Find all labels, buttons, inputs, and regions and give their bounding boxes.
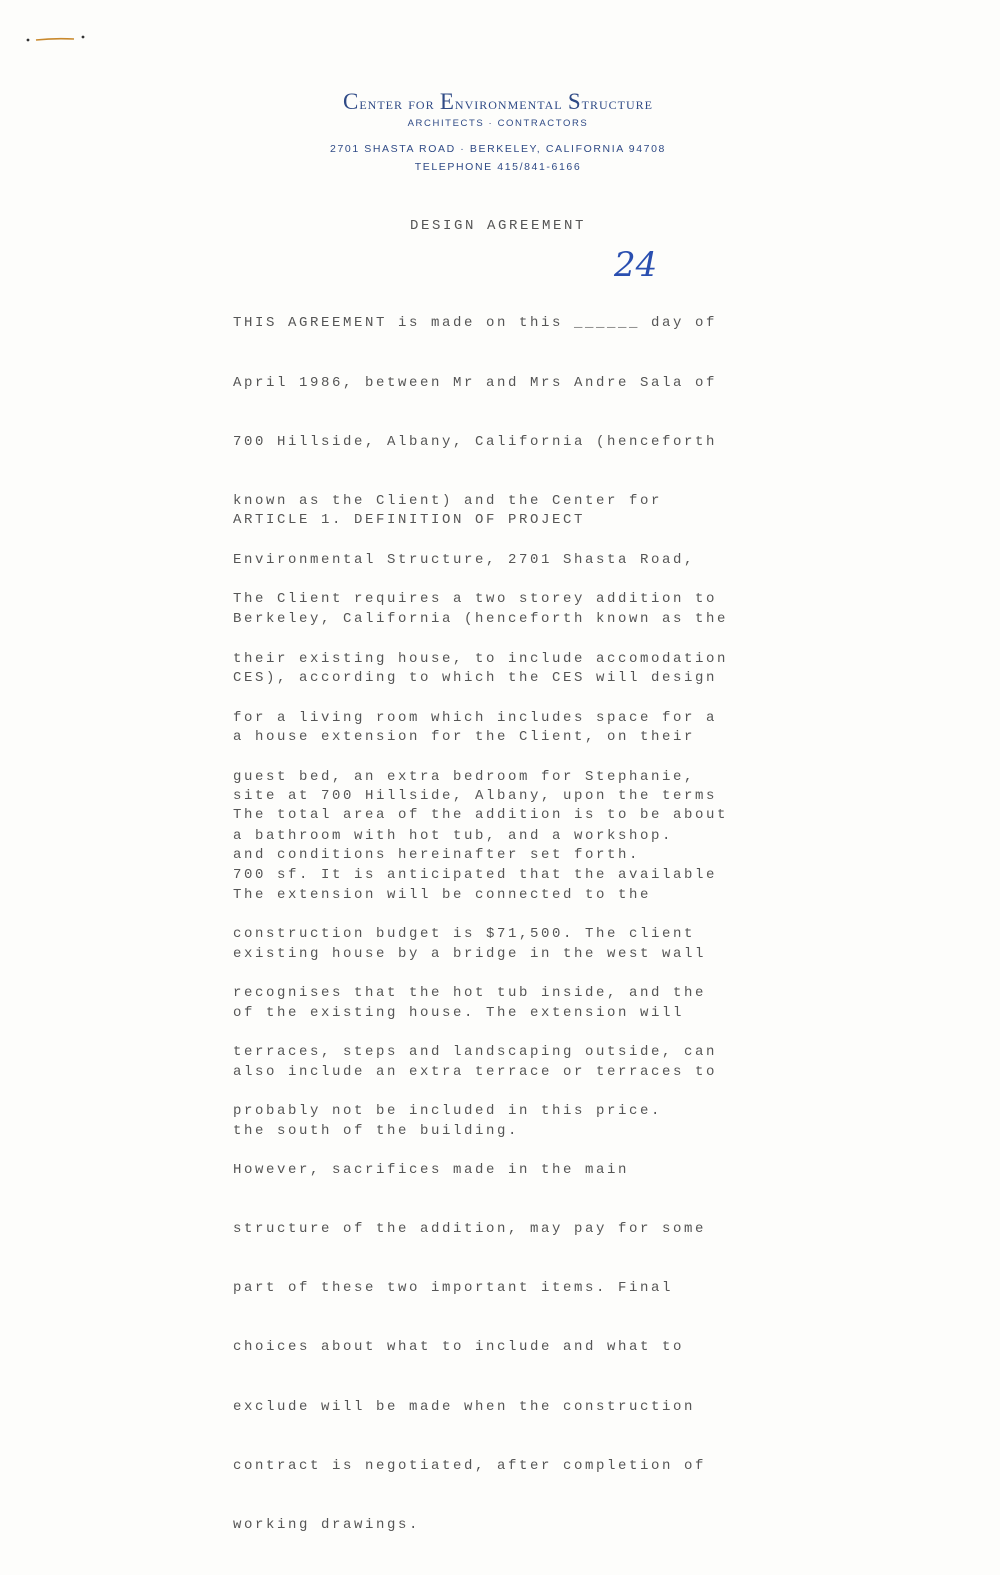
organization-subtitle: ARCHITECTS · CONTRACTORS (407, 118, 589, 129)
org-name-initial-c: C (342, 89, 360, 114)
paragraph-line: The Client requires a two storey addition to (233, 591, 718, 608)
organization-telephone: TELEPHONE 415/841-6166 (414, 161, 582, 173)
organization-address: 2701 SHASTA ROAD · BERKELEY, CALIFORNIA 94708 (330, 143, 666, 155)
paragraph-line: terraces, steps and landscaping outside, can (233, 1043, 718, 1060)
intro-line: site at 700 Hillside, Albany, upon the terms (233, 788, 718, 805)
paragraph-line: a bathroom with hot tub, and a workshop. (233, 827, 674, 844)
paragraph-line: working drawings. (233, 1516, 421, 1533)
org-name-initial-s: S (567, 89, 582, 114)
paragraph-line: the south of the building. (233, 1123, 520, 1140)
paragraph-line: The extension will be connected to the (233, 886, 652, 903)
paragraph-line: exclude will be made when the construction (233, 1398, 696, 1415)
paragraph-line: guest bed, an extra bedroom for Stephanie, (233, 768, 696, 785)
paragraph-line: contract is negotiated, after completion of (233, 1457, 707, 1474)
paragraph-line: of the existing house. The extension will (233, 1005, 685, 1022)
paragraph-line: 700 sf. It is anticipated that the available (233, 866, 718, 883)
intro-line: 700 Hillside, Albany, California (henceforth (233, 433, 718, 450)
organization-name (0, 88, 1000, 116)
paragraph-line: also include an extra terrace or terraces to (233, 1064, 718, 1081)
article-heading: ARTICLE 1. DEFINITION OF PROJECT (233, 512, 586, 528)
paragraph-line: their existing house, to include accomodation (233, 650, 729, 667)
paragraph-line: The total area of the addition is to be about (233, 807, 729, 824)
letterhead (0, 88, 1000, 173)
pen-mark-icon (24, 34, 88, 44)
intro-line: known as the Client) and the Center for (233, 492, 663, 509)
document-title: DESIGN AGREEMENT (410, 218, 587, 234)
paragraph-line: However, sacrifices made in the main (233, 1162, 630, 1179)
paragraph-line: for a living room which includes space for a (233, 709, 718, 726)
intro-line: and conditions hereinafter set forth. (233, 847, 641, 864)
paragraph-line: recognises that the hot tub inside, and the (233, 984, 707, 1001)
paragraph-line: existing house by a bridge in the west wall (233, 946, 707, 963)
org-name-word-structure: tructure (581, 94, 653, 113)
paragraph-line: structure of the addition, may pay for some (233, 1221, 707, 1238)
budget-paragraph (233, 767, 728, 1575)
org-name-word-center: enter for (359, 94, 440, 113)
handwritten-day-text: 24 (614, 245, 658, 282)
intro-line: April 1986, between Mr and Mrs Andre Sala of (233, 374, 718, 391)
paragraph-line: part of these two important items. Final (233, 1280, 674, 1297)
intro-line: THIS AGREEMENT is made on this ______ day of (233, 315, 718, 332)
intro-line: CES), according to which the CES will design (233, 670, 718, 687)
intro-line: a house extension for the Client, on their (233, 729, 696, 746)
paragraph-line: choices about what to include and what to (233, 1339, 685, 1356)
intro-line: Environmental Structure, 2701 Shasta Road, (233, 551, 696, 568)
org-name-word-environmental: nvironmental (454, 94, 568, 113)
paragraph-line: probably not be included in this price. (233, 1102, 663, 1119)
paragraph-line: construction budget is $71,500. The client (233, 925, 696, 942)
org-name-initial-e: E (439, 89, 455, 114)
intro-line: Berkeley, California (henceforth known as the (233, 610, 729, 627)
